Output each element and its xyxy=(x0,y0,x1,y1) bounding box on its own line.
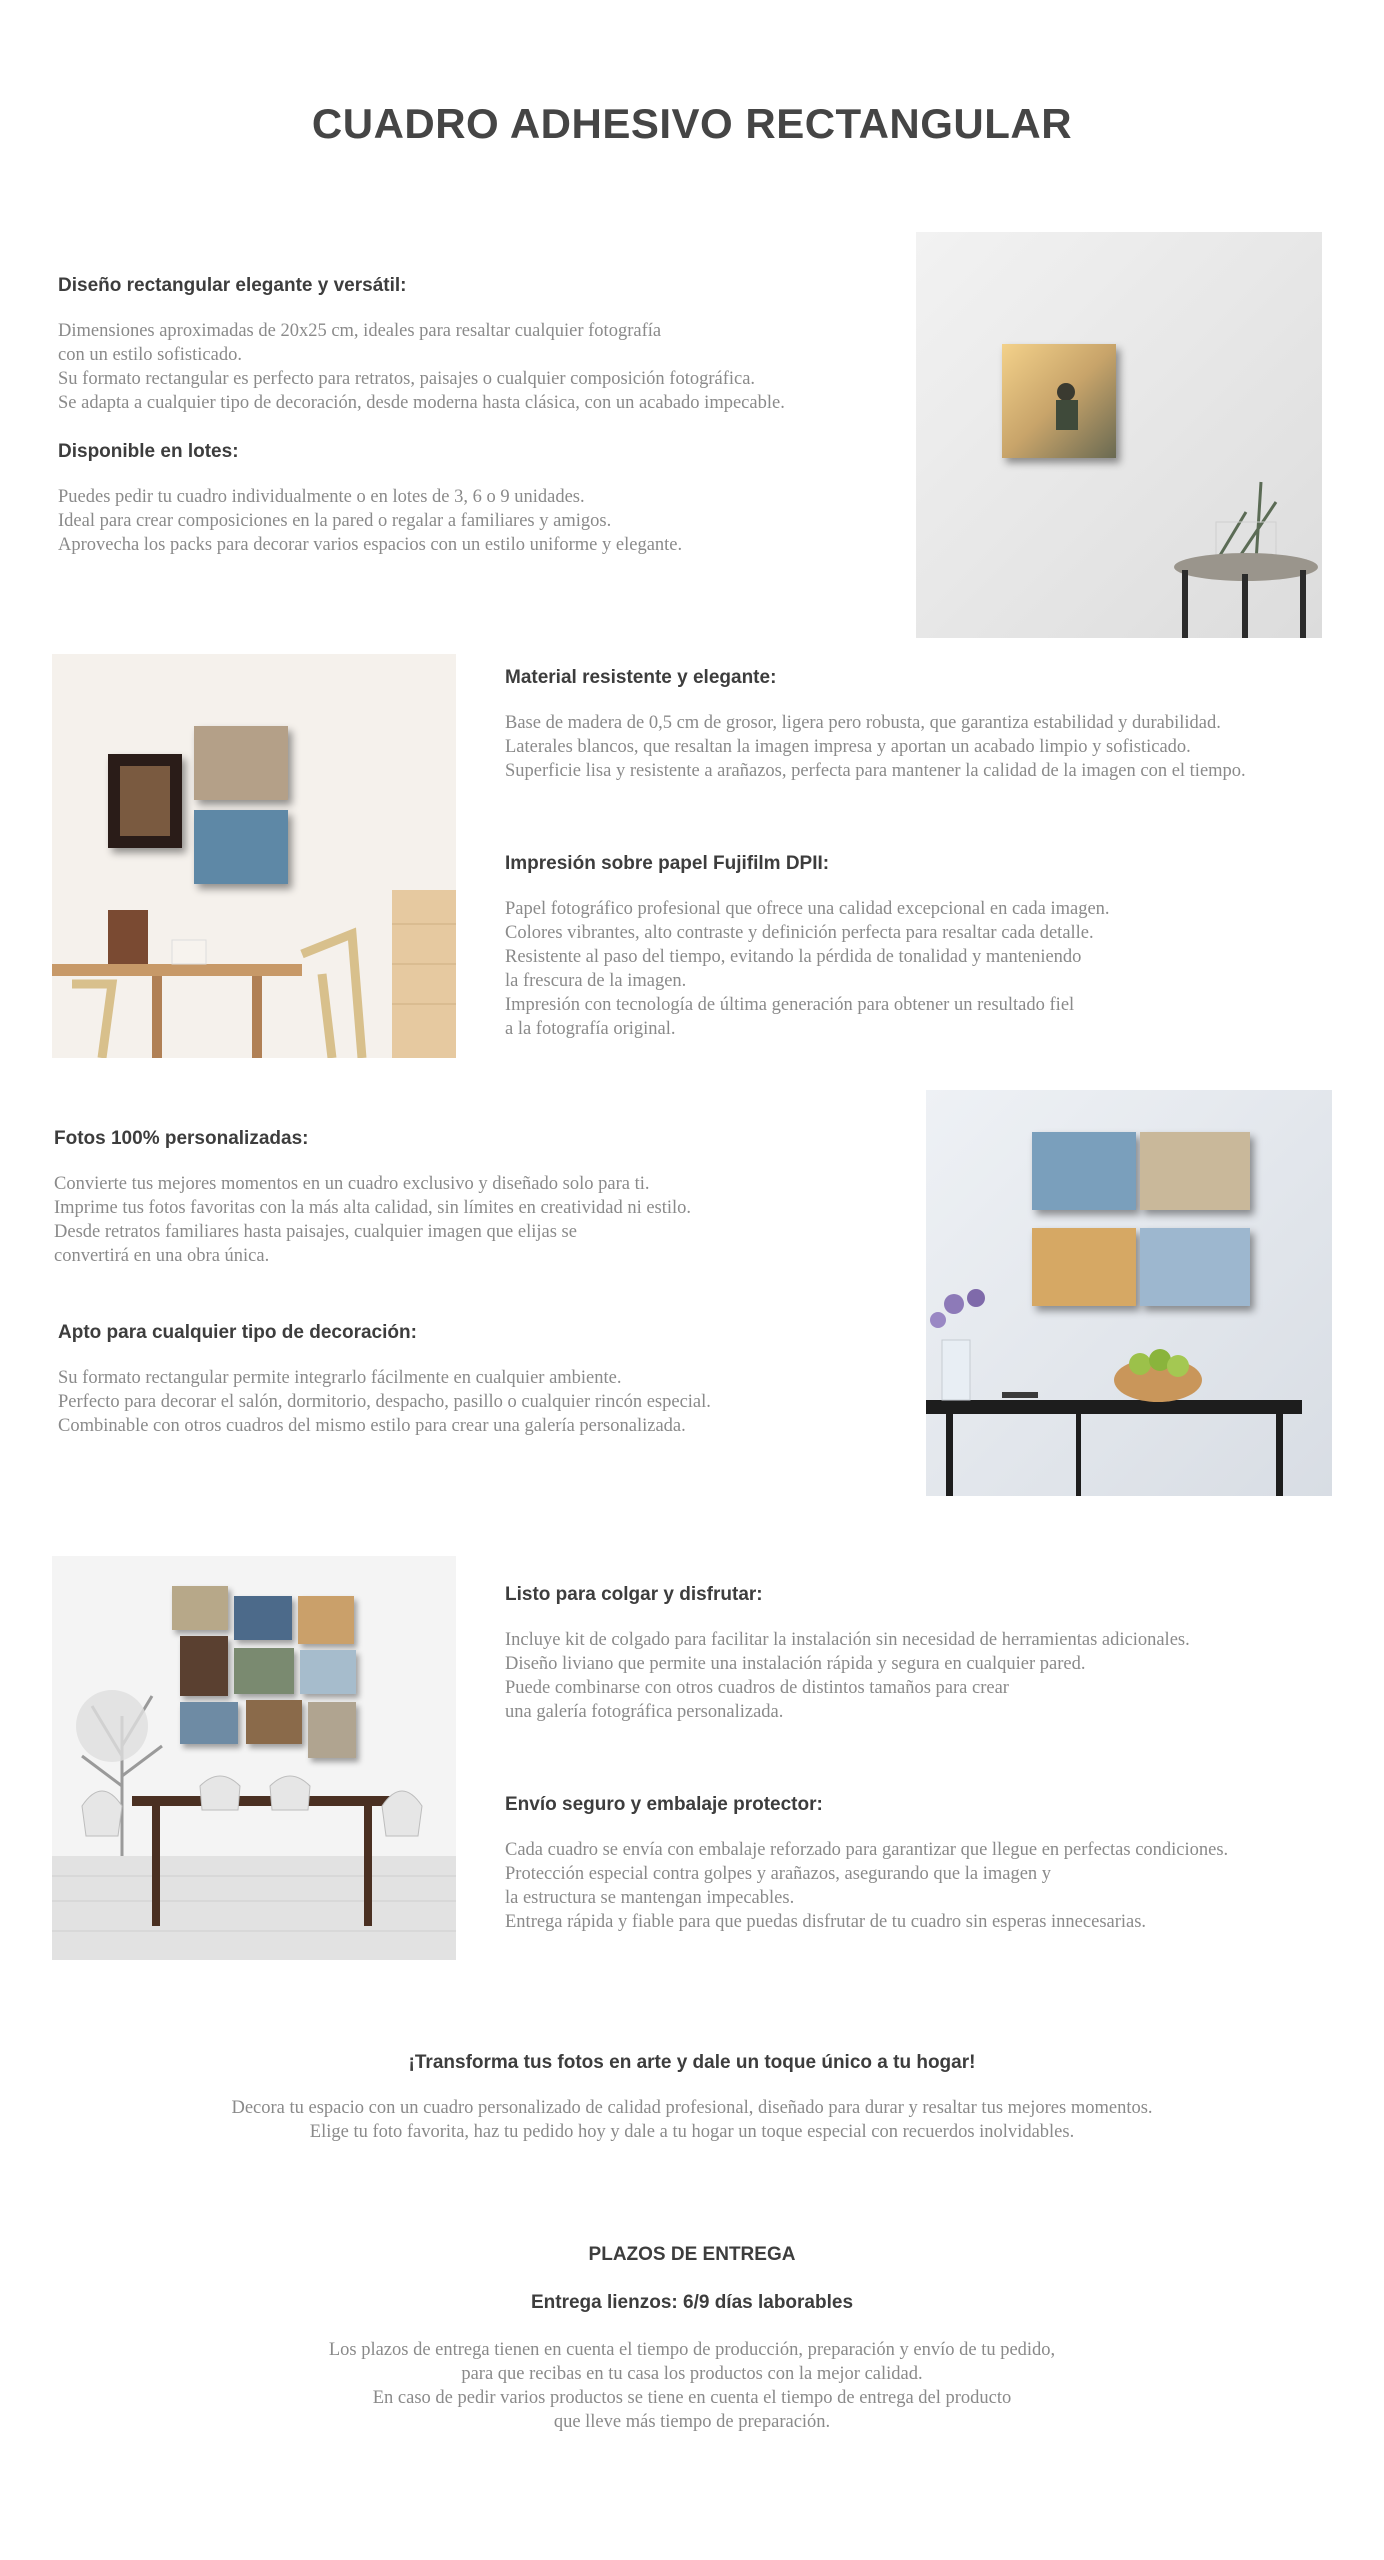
heading-lots: Disponible en lotes: xyxy=(58,441,239,462)
heading-design: Diseño rectangular elegante y versátil: xyxy=(58,275,407,296)
section-ready xyxy=(505,1584,1375,1934)
promo-section xyxy=(0,2052,1384,2144)
room-illustration-2 xyxy=(52,654,456,1058)
text-shipping: Cada cuadro se envía con embalaje reforzado para garantizar que llegue en perfectas condiciones. Protección especial contra golpes y arañazos, asegurando que la imagen y la estructura se mantengan impecables. Entrega rápida y fiable para que puedas disfrutar de tu cuadro sin esperas innecesarias. xyxy=(505,1840,1229,1932)
image-kitchen-three-frames xyxy=(52,654,456,1058)
heading-ready: Listo para colgar y disfrutar: xyxy=(505,1584,763,1605)
room-illustration-1 xyxy=(916,232,1322,638)
delivery-heading: PLAZOS DE ENTREGA xyxy=(588,2244,796,2265)
heading-personalized: Fotos 100% personalizadas: xyxy=(54,1128,309,1149)
text-decoration: Su formato rectangular permite integrarlo fácilmente en cualquier ambiente. Perfecto para decorar el salón, dormitorio, despacho, pasillo o cualquier rincón especial. Combinable con otros cuadros del mismo estilo para crear una galería personalizada. xyxy=(58,1368,711,1436)
section-design xyxy=(58,275,908,557)
delivery-subheading: Entrega lienzos: 6/9 días laborables xyxy=(530,2292,854,2313)
text-lots: Puedes pedir tu cuadro individualmente o en lotes de 3, 6 o 9 unidades. Ideal para crear composiciones en la pared o regalar a familiares y amigos. Aprovecha los packs para decorar varios espacios con un estilo uniforme y elegante. xyxy=(58,487,683,555)
heading-material: Material resistente y elegante: xyxy=(505,667,777,688)
section-personalized xyxy=(54,1128,904,1438)
image-gallery-dining-room xyxy=(52,1556,456,1960)
heading-shipping: Envío seguro y embalaje protector: xyxy=(505,1794,823,1815)
text-personalized: Convierte tus mejores momentos en un cuadro exclusivo y diseñado solo para ti. Imprime tus fotos favoritas con la más alta calidad, sin límites en creatividad ni estilo. Desde retratos familiares hasta paisajes, cualquier imagen que elijas se convertirá en una obra única. xyxy=(54,1174,692,1266)
heading-decoration: Apto para cualquier tipo de decoración: xyxy=(58,1322,417,1343)
delivery-text: Los plazos de entrega tienen en cuenta el tiempo de producción, preparación y envío de tu pedido, para que recibas en tu casa los productos con la mejor calidad. En caso de pedir varios productos se tiene en cuenta el tiempo de entrega del producto que lleve más tiempo de preparación. xyxy=(328,2340,1056,2432)
text-design: Dimensiones aproximadas de 20x25 cm, ideales para resaltar cualquier fotografía con un estilo sofisticado. Su formato rectangular es perfecto para retratos, paisajes o cualquier composición fotográfica. Se adapta a cualquier tipo de decoración, desde moderna hasta clásica, con un acabado impecable. xyxy=(58,321,785,413)
page-title: CUADRO ADHESIVO RECTANGULAR xyxy=(311,100,1073,147)
text-print: Papel fotográfico profesional que ofrece una calidad excepcional en cada imagen. Colores vibrantes, alto contraste y definición perfecta para resaltar cada detalle. Resistente al paso del tiempo, evitando la pérdida de tonalidad y manteniendo la frescura de la imagen. Impresión con tecnología de última generación para obtener un resultado fiel a la fotografía original. xyxy=(505,899,1110,1039)
image-four-frames-console xyxy=(926,1090,1332,1496)
section-material xyxy=(505,667,1375,1041)
room-illustration-3 xyxy=(926,1090,1332,1496)
promo-heading: ¡Transforma tus fotos en arte y dale un toque único a tu hogar! xyxy=(408,2052,976,2073)
text-material: Base de madera de 0,5 cm de grosor, ligera pero robusta, que garantiza estabilidad y durabilidad. Laterales blancos, que resaltan la imagen impresa y aportan un acabado limpio y sofisticado. Superficie lisa y resistente a arañazos, perfecta para mantener la calidad de la imagen con el tiempo. xyxy=(505,713,1246,781)
room-illustration-4 xyxy=(52,1556,456,1960)
image-single-frame-room xyxy=(916,232,1322,638)
delivery-section xyxy=(0,2244,1384,2434)
promo-text: Decora tu espacio con un cuadro personalizado de calidad profesional, diseñado para durar y resaltar tus mejores momentos. Elige tu foto favorita, haz tu pedido hoy y dale a tu hogar un toque especial con recuerdos inolvidables. xyxy=(231,2098,1153,2142)
heading-print: Impresión sobre papel Fujifilm DPII: xyxy=(505,853,830,874)
text-ready: Incluye kit de colgado para facilitar la instalación sin necesidad de herramientas adicionales. Diseño liviano que permite una instalación rápida y segura en cualquier pared. Puede combinarse con otros cuadros de distintos tamaños para crear una galería fotográfica personalizada. xyxy=(505,1630,1190,1722)
